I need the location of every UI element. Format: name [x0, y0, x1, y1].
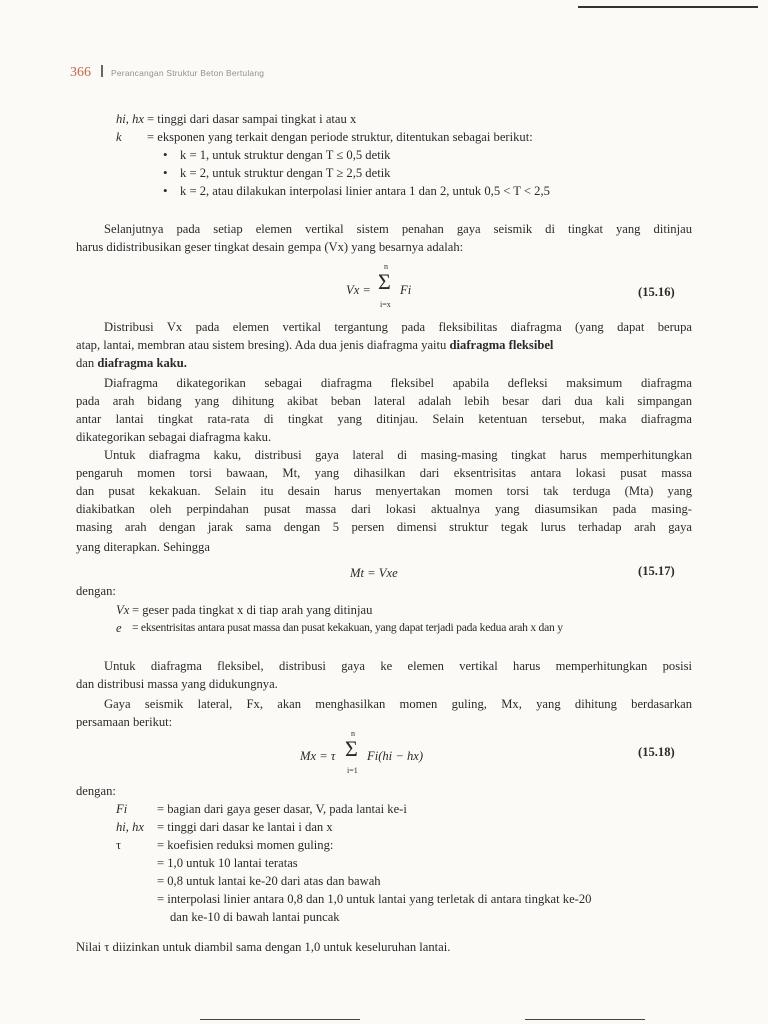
paragraph-line: dan pusat kekakuan. Selain itu desain harus menyertakan momen torsi tak terduga (Mta) yang — [76, 484, 692, 498]
def-text: = 0,8 untuk lantai ke-20 dari atas dan bawah — [157, 874, 381, 888]
def-text: = tinggi dari dasar ke lantai i dan x — [157, 820, 333, 834]
sigma-symbol: Σ — [345, 736, 358, 761]
def-text: dan ke-10 di bawah lantai puncak — [170, 910, 340, 924]
paragraph-text — [76, 356, 187, 371]
sum-lower-limit: i=x — [380, 300, 391, 309]
paragraph-line: yang diterapkan. Sehingga — [76, 540, 210, 554]
sigma-symbol: Σ — [378, 269, 391, 294]
paragraph-line: Untuk diafragma kaku, distribusi gaya lateral di masing-masing tingkat harus memperhitungkan — [104, 448, 692, 462]
header-separator — [101, 65, 103, 77]
running-header — [70, 65, 264, 81]
def-text: = tinggi dari dasar sampai tingkat i atau x — [147, 112, 357, 126]
bullet-dot: • — [163, 165, 168, 180]
equation-number: (15.17) — [638, 564, 675, 578]
term-rigid: diafragma kaku. — [97, 356, 187, 370]
paragraph-line: dikategorikan sebagai diafragma kaku. — [76, 430, 272, 444]
equation-number: (15.16) — [638, 285, 675, 299]
paragraph-text — [76, 338, 553, 353]
bullet-item: k = 2, untuk struktur dengan T ≥ 2,5 detik — [180, 166, 391, 180]
bottom-rule — [525, 1019, 645, 1020]
paragraph-line: Diafragma dikategorikan sebagai diafragma fleksibel apabila defleksi maksimum diafragma — [104, 376, 692, 390]
paragraph-line: Gaya seismik lateral, Fx, akan menghasilkan momen guling, Mx, yang dihitung berdasarkan — [104, 697, 692, 711]
dengan-label: dengan: — [76, 584, 116, 598]
equation-number: (15.18) — [638, 745, 675, 759]
top-rule — [578, 6, 758, 8]
def-symbol: hi, hx — [116, 820, 144, 834]
page-number: 366 — [70, 65, 91, 80]
equation-lhs: Vx = — [346, 283, 371, 297]
equation-body: Fi — [400, 283, 412, 297]
paragraph-line: dan distribusi massa yang didukungnya. — [76, 677, 278, 691]
def-symbol: Fi — [116, 802, 128, 816]
running-title: Perancangan Struktur Beton Bertulang — [111, 68, 265, 78]
def-text: = koefisien reduksi momen guling: — [157, 838, 334, 852]
def-symbol: hi, hx — [116, 112, 144, 126]
paragraph-line: Untuk diafragma fleksibel, distribusi gaya ke elemen vertikal harus memperhitungkan posisi — [104, 659, 692, 673]
paragraph-line: diakibatkan oleh perpindahan pusat massa dari lokasi aktualnya yang diasumsikan pada masing- — [76, 502, 692, 516]
def-text: = geser pada tingkat x di tiap arah yang ditinjau — [132, 603, 373, 617]
dengan-label: dengan: — [76, 784, 116, 798]
bullet-dot: • — [163, 183, 168, 198]
sum-lower-limit: i=1 — [347, 766, 358, 775]
paragraph-line: pada arah bidang yang dihitung akibat beban lateral adalah lebih besar dari dua kali simpangan — [76, 394, 692, 408]
closing-sentence: Nilai τ diizinkan untuk diambil sama dengan 1,0 untuk keseluruhan lantai. — [76, 940, 451, 954]
def-text: = eksentrisitas antara pusat massa dan pusat kekakuan, yang dapat terjadi pada kedua arah x dan y — [132, 621, 563, 634]
def-text: = 1,0 untuk 10 lantai teratas — [157, 856, 298, 870]
bottom-rule — [200, 1019, 360, 1020]
paragraph-line: persamaan berikut: — [76, 715, 173, 729]
paragraph-line: Distribusi Vx pada elemen vertikal tergantung pada fleksibilitas diafragma (yang dapat berupa — [104, 320, 692, 334]
paragraph-line: Selanjutnya pada setiap elemen vertikal sistem penahan gaya seismik di tingkat yang ditinjau — [104, 222, 692, 236]
bullet-item: k = 1, untuk struktur dengan T ≤ 0,5 detik — [180, 148, 391, 162]
text-run: dan — [76, 356, 95, 370]
paragraph-line: pengaruh momen torsi bawaan, Mt, yang dihasilkan dari eksentrisitas antara lokasi pusat massa — [76, 466, 692, 480]
def-symbol: Vx — [116, 603, 130, 617]
def-text: = eksponen yang terkait dengan periode struktur, ditentukan sebagai berikut: — [147, 130, 533, 144]
paragraph-line: harus didistribusikan geser tingkat desain gempa (Vx) yang besarnya adalah: — [76, 240, 464, 254]
def-text: = bagian dari gaya geser dasar, V, pada lantai ke-i — [157, 802, 407, 816]
sum-upper-limit: n — [351, 729, 355, 738]
equation-lhs: Mx = τ — [300, 749, 336, 763]
term-flexible: diafragma fleksibel — [449, 338, 554, 352]
bullet-item: k = 2, atau dilakukan interpolasi linier antara 1 dan 2, untuk 0,5 < T < 2,5 — [180, 184, 550, 198]
equation-body: Fi(hi − hx) — [367, 749, 424, 763]
paragraph-line: masing arah dengan jarak sama dengan 5 persen dimensi struktur tegak lurus terhadap arah gaya — [76, 520, 692, 534]
bullet-dot: • — [163, 147, 168, 162]
def-symbol: k — [116, 130, 122, 144]
paragraph-line: antar lantai tingkat rata-rata di tingkat yang ditinjau. Selain ketentuan tersebut, maka diafragma — [76, 412, 692, 426]
def-text: = interpolasi linier antara 0,8 dan 1,0 untuk lantai yang terletak di antara tingkat ke-20 — [157, 892, 592, 906]
sum-upper-limit: n — [384, 262, 388, 271]
def-symbol: τ — [116, 838, 122, 852]
def-symbol: e — [116, 621, 122, 635]
text-run: atap, lantai, membran atau sistem bresing). Ada dua jenis diafragma yaitu — [76, 338, 447, 352]
equation-expression: Mt = Vxe — [350, 566, 398, 580]
